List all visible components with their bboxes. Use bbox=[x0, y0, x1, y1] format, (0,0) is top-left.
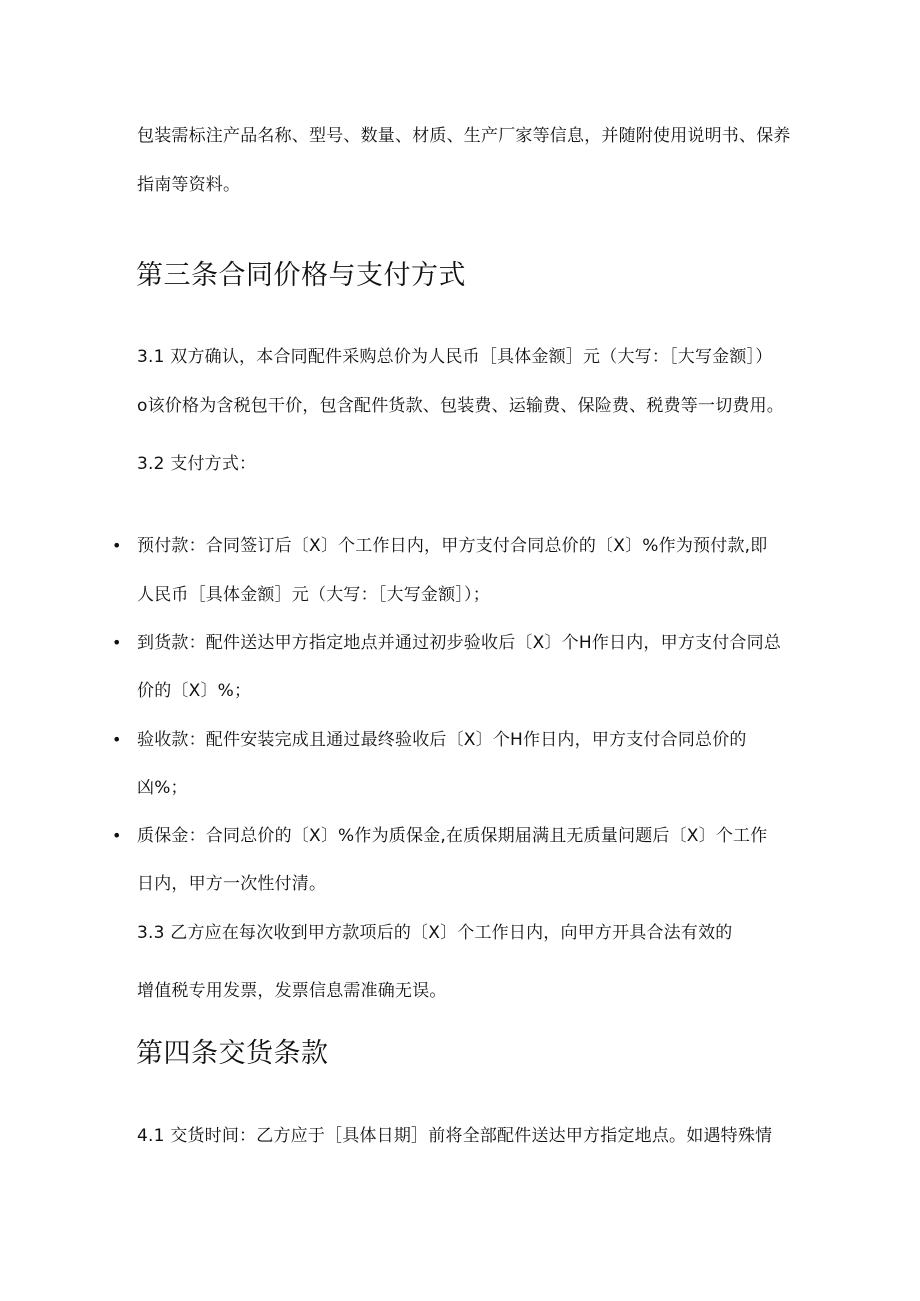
bullet-delivery-payment-line-2: 价的〔X〕%； bbox=[137, 681, 252, 701]
bullet-prepayment-line-2: 人民币［具体金额］元（大写：［大写金额］）； bbox=[137, 585, 490, 605]
clause-4-1-line-1: 4.1 交货时间：乙方应于［具体日期］前将全部配件送达甲方指定地点。如遇特殊情 bbox=[137, 1126, 773, 1146]
bullet-warranty-deposit-line-2: 日内，甲方一次性付清。 bbox=[137, 874, 327, 894]
clause-3-2: 3.2 支付方式： bbox=[137, 454, 257, 474]
section-heading-article-4: 第四条交货条款 bbox=[136, 1038, 329, 1069]
bullet-symbol: • bbox=[112, 536, 122, 555]
bullet-warranty-deposit-line-1: 质保金：合同总价的〔X〕%作为质保金,在质保期届满且无质量问题后〔X〕个工作 bbox=[137, 826, 768, 846]
bullet-acceptance-payment-line-1: 验收款：配件安装完成且通过最终验收后〔X〕个H作日内，甲方支付合同总价的 bbox=[137, 730, 747, 750]
paragraph-packing-line-2: 指南等资料。 bbox=[137, 175, 241, 195]
bullet-prepayment-line-1: 预付款：合同签订后〔X〕个工作日内，甲方支付合同总价的〔X〕%作为预付款,即 bbox=[137, 536, 768, 556]
clause-3-3-line-2: 增值税专用发票，发票信息需准确无误。 bbox=[137, 981, 447, 1001]
bullet-symbol: • bbox=[112, 633, 122, 652]
clause-3-1-line-1: 3.1 双方确认，本合同配件采购总价为人民币［具体金额］元（大写：［大写金额］） bbox=[137, 347, 773, 367]
bullet-symbol: • bbox=[112, 730, 122, 749]
clause-3-1-line-2: o该价格为含税包干价，包含配件货款、包装费、运输费、保险费、税费等一切费用。 bbox=[137, 396, 784, 416]
bullet-acceptance-payment-line-2: 凶%； bbox=[137, 778, 188, 798]
paragraph-packing-line-1: 包装需标注产品名称、型号、数量、材质、生产厂家等信息，并随附使用说明书、保养 bbox=[137, 126, 791, 146]
clause-3-3-line-1: 3.3 乙方应在每次收到甲方款项后的〔X〕个工作日内，向甲方开具合法有效的 bbox=[137, 923, 733, 943]
section-heading-article-3: 第三条合同价格与支付方式 bbox=[136, 260, 466, 291]
bullet-delivery-payment-line-1: 到货款：配件送达甲方指定地点并通过初步验收后〔X〕个H作日内，甲方支付合同总 bbox=[137, 633, 782, 653]
bullet-symbol: • bbox=[112, 826, 122, 845]
